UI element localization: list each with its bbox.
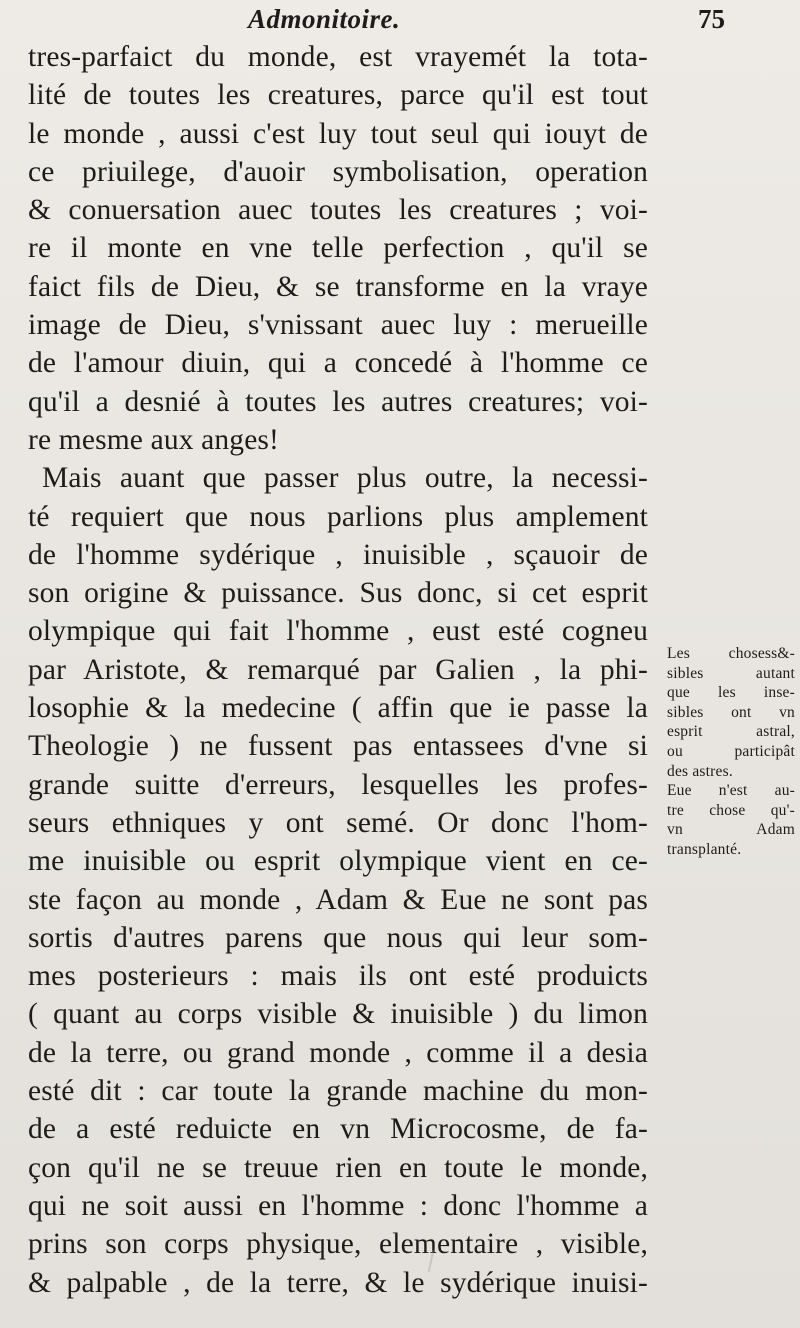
text-line: esté dit : car toute la grande machine du mon- xyxy=(28,1075,648,1108)
margin-note-line: des astres. xyxy=(667,762,733,780)
text-line: me inuisible ou esprit olympique vient en ce- xyxy=(28,845,648,878)
text-line: prins son corps physique, elementaire , visible, xyxy=(28,1228,648,1261)
text-line: losophie & la medecine ( affin que ie passe la xyxy=(28,692,648,725)
marginal-note xyxy=(667,644,795,860)
text-line: de a esté reduicte en vn Microcosme, de fa- xyxy=(28,1113,648,1146)
text-line: le monde , aussi c'est luy tout seul qui iouyt de xyxy=(28,117,648,150)
page-header xyxy=(0,4,800,40)
text-line: olympique qui fait l'homme , eust esté cogneu xyxy=(28,615,648,648)
margin-note-line: que les inse- xyxy=(667,684,795,702)
running-title: Admonitoire. xyxy=(248,4,401,34)
text-line: lité de toutes les creatures, parce qu'il est tout xyxy=(28,79,648,112)
text-line: çon qu'il ne se treuue rien en toute le monde, xyxy=(28,1151,648,1184)
text-line: mes posterieurs : mais ils ont esté produicts xyxy=(28,960,648,993)
page-number: 75 xyxy=(698,4,725,34)
margin-note-line: ou participât xyxy=(667,742,795,760)
text-line: ( quant au corps visible & inuisible ) du limon xyxy=(28,998,648,1031)
text-line: qui ne soit aussi en l'homme : donc l'homme a xyxy=(28,1189,648,1222)
text-line: par Aristote, & remarqué par Galien , la phi- xyxy=(28,653,648,686)
text-line: faict fils de Dieu, & se transforme en la vraye xyxy=(28,270,648,303)
margin-note-line: tre chose qu'- xyxy=(667,801,795,819)
text-line: de l'homme sydérique , inuisible , sçauoir de xyxy=(28,538,648,571)
text-line: de la terre, ou grand monde , comme il a desia xyxy=(28,1036,648,1069)
text-line: seurs ethniques y ont semé. Or donc l'hom- xyxy=(28,806,648,839)
margin-note-line: sibles autant xyxy=(667,664,795,682)
text-line: Mais auant que passer plus outre, la necessi- xyxy=(42,462,648,495)
margin-note-line: vn Adam xyxy=(667,821,795,839)
text-line: & palpable , de la terre, & le sydérique inuisi- xyxy=(28,1266,648,1299)
margin-note-line: sibles ont vn xyxy=(667,703,795,721)
text-line: té requiert que nous parlions plus amplement xyxy=(28,500,648,533)
text-line: Theologie ) ne fussent pas entassees d'vne si xyxy=(28,730,648,763)
text-line: son origine & puissance. Sus donc, si cet esprit xyxy=(28,577,648,610)
margin-note-line: Les chosess&- xyxy=(667,645,795,662)
margin-note-line: Eue n'est au- xyxy=(667,782,795,800)
text-line: ste façon au monde , Adam & Eue ne sont pas xyxy=(28,883,648,916)
main-text-block xyxy=(28,38,648,1302)
text-line: & conuersation auec toutes les creatures ; voi- xyxy=(28,194,648,227)
text-line: re il monte en vne telle perfection , qu'il se xyxy=(28,232,648,265)
text-line: image de Dieu, s'vnissant auec luy : merueille xyxy=(28,309,648,342)
text-line: re mesme aux anges! xyxy=(28,423,280,456)
text-line: qu'il a desnié à toutes les autres creatures; voi- xyxy=(28,385,648,418)
margin-note-line: esprit astral, xyxy=(667,723,795,741)
text-line: ce priuilege, d'auoir symbolisation, operation xyxy=(28,155,648,188)
text-line: de l'amour diuin, qui a concedé à l'homme ce xyxy=(28,347,648,380)
text-line: tres-parfaict du monde, est vrayemét la tota- xyxy=(28,41,648,73)
text-line: grande suitte d'erreurs, lesquelles les profes- xyxy=(28,768,648,801)
margin-note-line: transplanté. xyxy=(667,840,742,858)
text-line: sortis d'autres parens que nous qui leur som- xyxy=(28,921,648,954)
